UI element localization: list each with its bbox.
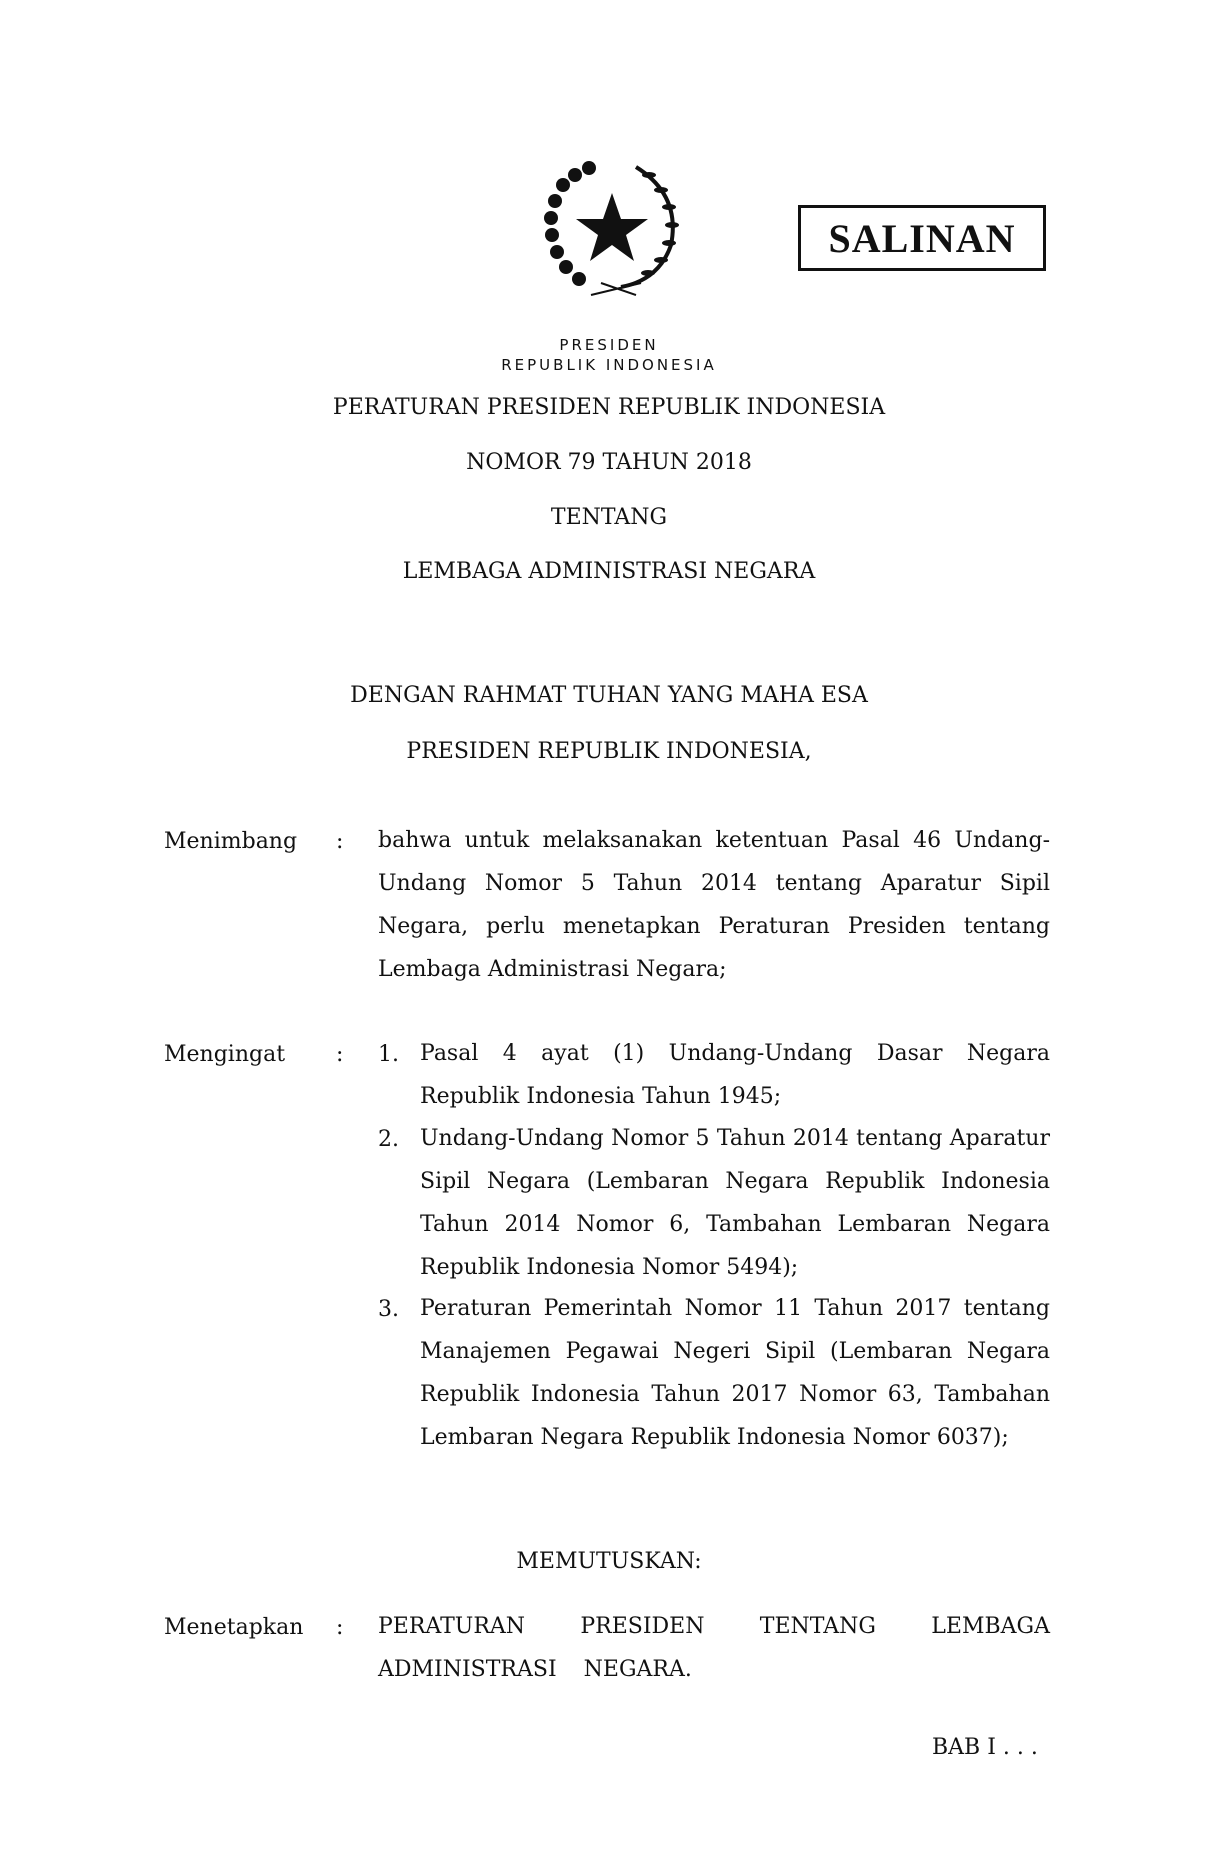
salinan-stamp: SALINAN [798,205,1046,271]
preamble-line-2: PRESIDEN REPUBLIK INDONESIA, [406,739,812,764]
mengingat-colon: : [336,1042,344,1067]
menimbang-label: Menimbang [164,829,298,854]
presidential-emblem [541,155,684,298]
menimbang-colon: : [336,829,344,854]
mengingat-item: Peraturan Pemerintah Nomor 11 Tahun 2017 tentang Manajemen Pegawai Negeri Sipil (Lembaran Negara Republik Indonesia Tahun 2017 Nomor 63, Tambahan Lembaran Negara Republik Indonesia Nomor 6037); [420,1296,1050,1450]
office-line-1: PRESIDEN [559,336,659,354]
mengingat-item: Pasal 4 ayat (1) Undang-Undang Dasar Negara Republik Indonesia Tahun 1945; [420,1041,1050,1109]
item-number: 2. [378,1127,399,1152]
preamble-line-1: DENGAN RAHMAT TUHAN YANG MAHA ESA [350,683,868,708]
mengingat-item: Undang-Undang Nomor 5 Tahun 2014 tentang Aparatur Sipil Negara (Lembaran Negara Republik Indonesia Tahun 2014 Nomor 6, Tambahan Lembaran Negara Republik Indonesia Nomor 5494); [420,1126,1050,1280]
title-line-2: NOMOR 79 TAHUN 2018 [466,450,752,475]
memutuskan-heading: MEMUTUSKAN: [516,1549,702,1574]
item-number: 1. [378,1042,399,1067]
item-number: 3. [378,1297,399,1322]
title-line-1: PERATURAN PRESIDEN REPUBLIK INDONESIA [332,395,886,420]
mengingat-label: Mengingat [164,1042,286,1067]
emblem-icon [541,155,684,298]
menimbang-text: bahwa untuk melaksanakan ketentuan Pasal 46 Undang-Undang Nomor 5 Tahun 2014 tentang Aparatur Sipil Negara, perlu menetapkan Peraturan Presiden tentang Lembaga Administrasi Negara; [378,828,1050,982]
next-page-indicator: BAB I . . . [932,1735,1038,1760]
title-line-3: TENTANG [550,505,668,530]
menetapkan-label: Menetapkan [164,1615,304,1640]
menetapkan-colon: : [336,1615,344,1640]
menetapkan-text: PERATURAN PRESIDEN TENTANG LEMBAGA ADMINISTRASI NEGARA. [378,1614,1050,1682]
office-line-2: REPUBLIK INDONESIA [501,356,717,374]
title-line-4: LEMBAGA ADMINISTRASI NEGARA [402,559,816,584]
